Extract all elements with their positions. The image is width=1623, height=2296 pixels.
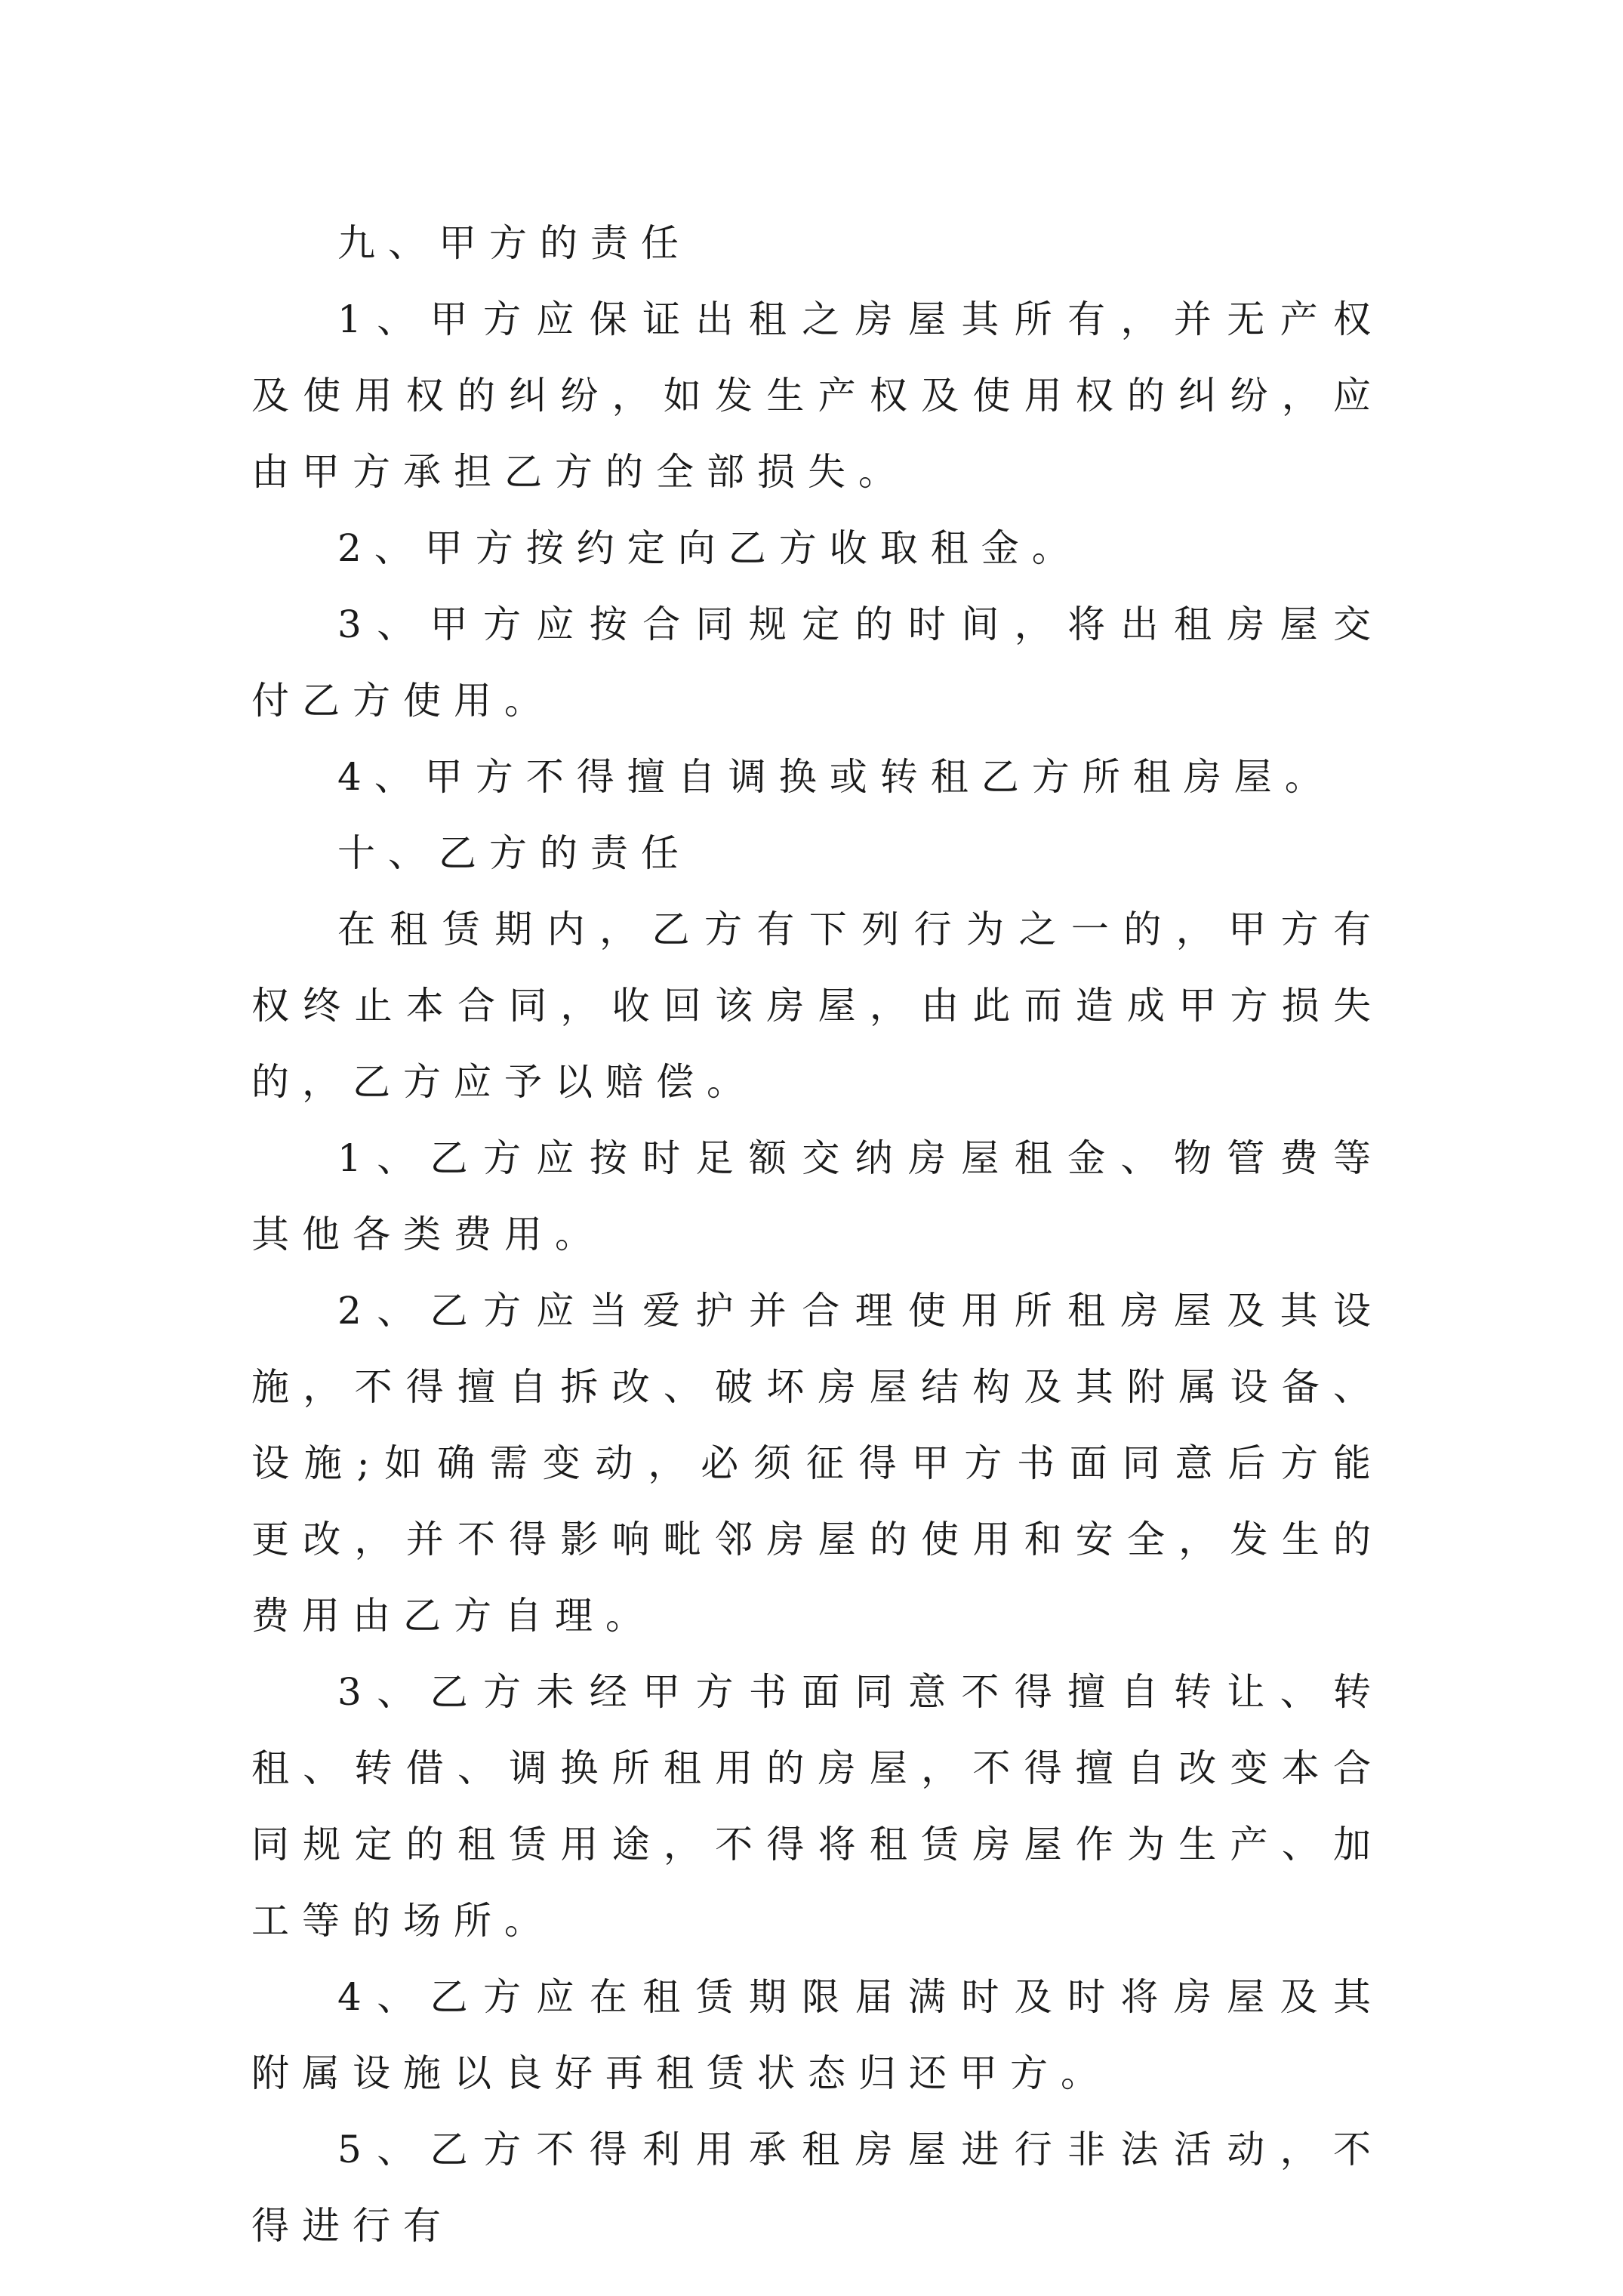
paragraph: 1、乙方应按时足额交纳房屋租金、物管费等其他各类费用。 bbox=[251, 1136, 1384, 1256]
paragraph: 5、乙方不得利用承租房屋进行非法活动，不得进行有 bbox=[251, 2128, 1384, 2248]
paragraph: 3、甲方应按合同规定的时间，将出租房屋交付乙方使用。 bbox=[251, 603, 1384, 723]
paragraph: 1、甲方应保证出租之房屋其所有，并无产权及使用权的纠纷，如发生产权及使用权的纠纷，应由甲方承担乙方的全部损失。 bbox=[251, 297, 1384, 494]
paragraph: 2、乙方应当爱护并合理使用所租房屋及其设施，不得擅自拆改、破坏房屋结构及其附属设备、设施;如确需变动，必须征得甲方书面同意后方能更改，并不得影响毗邻房屋的使用和安全，发生的费用由乙方自理。 bbox=[251, 1289, 1384, 1638]
paragraph: 4、甲方不得擅自调换或转租乙方所租房屋。 bbox=[337, 755, 1335, 799]
paragraph: 4、乙方应在租赁期限届满时及时将房屋及其附属设施以良好再租赁状态归还甲方。 bbox=[251, 1975, 1384, 2095]
paragraph: 在租赁期内，乙方有下列行为之一的，甲方有权终止本合同，收回该房屋，由此而造成甲方损失的，乙方应予以赔偿。 bbox=[251, 908, 1384, 1104]
section-heading-party-a: 九、甲方的责任 bbox=[337, 221, 691, 265]
section-heading-party-b: 十、乙方的责任 bbox=[337, 831, 691, 875]
document-body bbox=[251, 205, 1384, 2264]
paragraph: 2、甲方按约定向乙方收取租金。 bbox=[337, 526, 1083, 570]
paragraph: 3、乙方未经甲方书面同意不得擅自转让、转租、转借、调换所租用的房屋，不得擅自改变本合同规定的租赁用途，不得将租赁房屋作为生产、加工等的场所。 bbox=[251, 1670, 1384, 1943]
